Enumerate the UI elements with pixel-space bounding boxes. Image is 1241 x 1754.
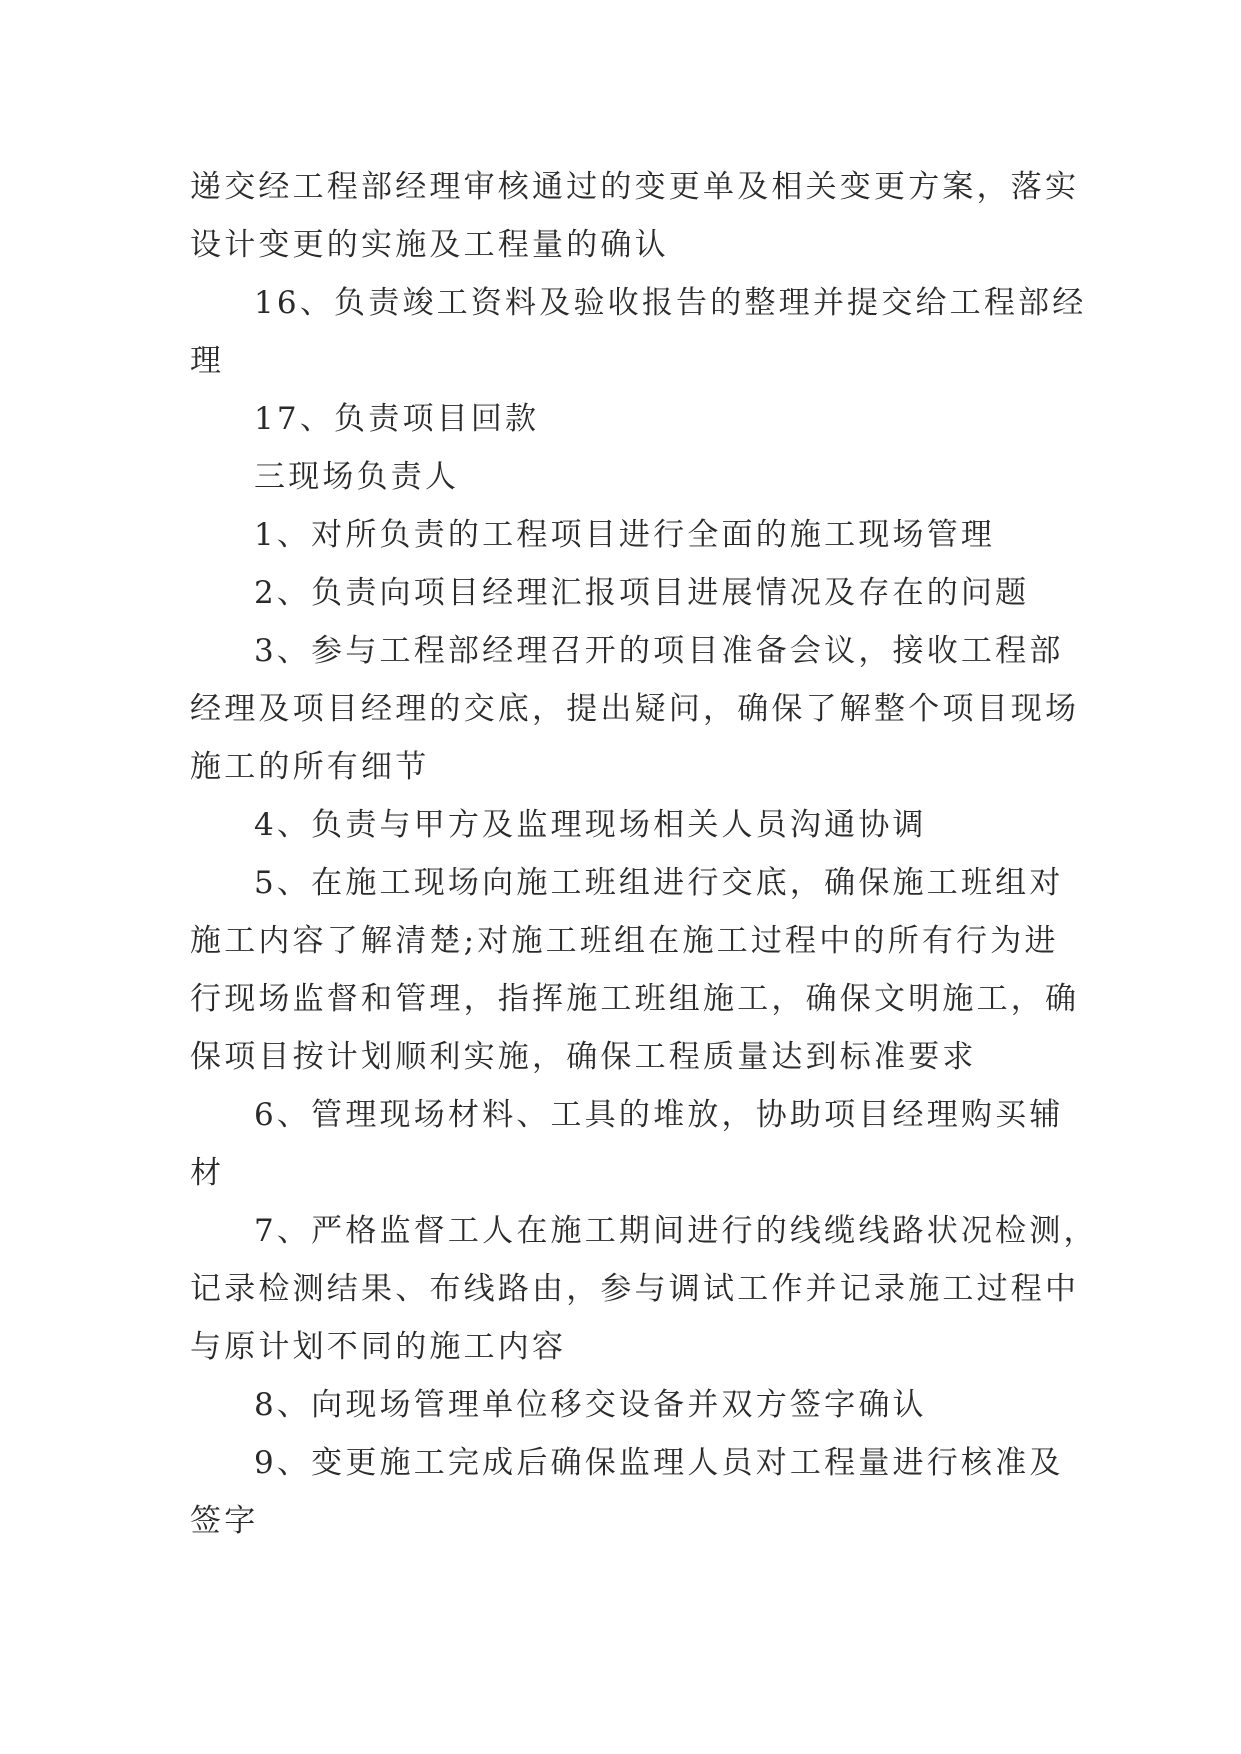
text-line: 签字	[190, 1503, 259, 1539]
list-item-9: 9、变更施工完成后确保监理人员对工程量进行核准及	[254, 1445, 1064, 1481]
text-line: 经理及项目经理的交底，提出疑问，确保了解整个项目现场	[190, 691, 1080, 727]
text-line: 理	[190, 343, 225, 379]
text-line: 保项目按计划顺利实施，确保工程质量达到标准要求	[190, 1039, 977, 1075]
list-item-5: 5、在施工现场向施工班组进行交底，确保施工班组对	[254, 865, 1064, 901]
text-line: 行现场监督和管理，指挥施工班组施工，确保文明施工，确	[190, 981, 1080, 1017]
list-item-1: 1、对所负责的工程项目进行全面的施工现场管理	[254, 517, 996, 553]
text-line: 递交经工程部经理审核通过的变更单及相关变更方案，落实	[190, 169, 1080, 205]
document-body	[190, 158, 1098, 1550]
list-item-4: 4、负责与甲方及监理现场相关人员沟通协调	[254, 807, 927, 843]
text-line: 与原计划不同的施工内容	[190, 1329, 567, 1365]
text-line: 材	[190, 1155, 225, 1191]
text-line: 记录检测结果、布线路由，参与调试工作并记录施工过程中	[190, 1271, 1080, 1307]
section-heading: 三现场负责人	[254, 459, 460, 495]
list-item-17: 17、负责项目回款	[254, 401, 540, 437]
list-item-7: 7、严格监督工人在施工期间进行的线缆线路状况检测，	[254, 1213, 1098, 1249]
list-item-6: 6、管理现场材料、工具的堆放，协助项目经理购买辅	[254, 1097, 1064, 1133]
text-line: 设计变更的实施及工程量的确认	[190, 227, 669, 263]
list-item-3: 3、参与工程部经理召开的项目准备会议，接收工程部	[254, 633, 1064, 669]
text-line: 施工内容了解清楚;对施工班组在施工过程中的所有行为进	[190, 923, 1059, 959]
list-item-8: 8、向现场管理单位移交设备并双方签字确认	[254, 1387, 927, 1423]
text-line: 施工的所有细节	[190, 749, 430, 785]
list-item-2: 2、负责向项目经理汇报项目进展情况及存在的问题	[254, 575, 1030, 611]
list-item-16: 16、负责竣工资料及验收报告的整理并提交给工程部经	[254, 285, 1087, 321]
